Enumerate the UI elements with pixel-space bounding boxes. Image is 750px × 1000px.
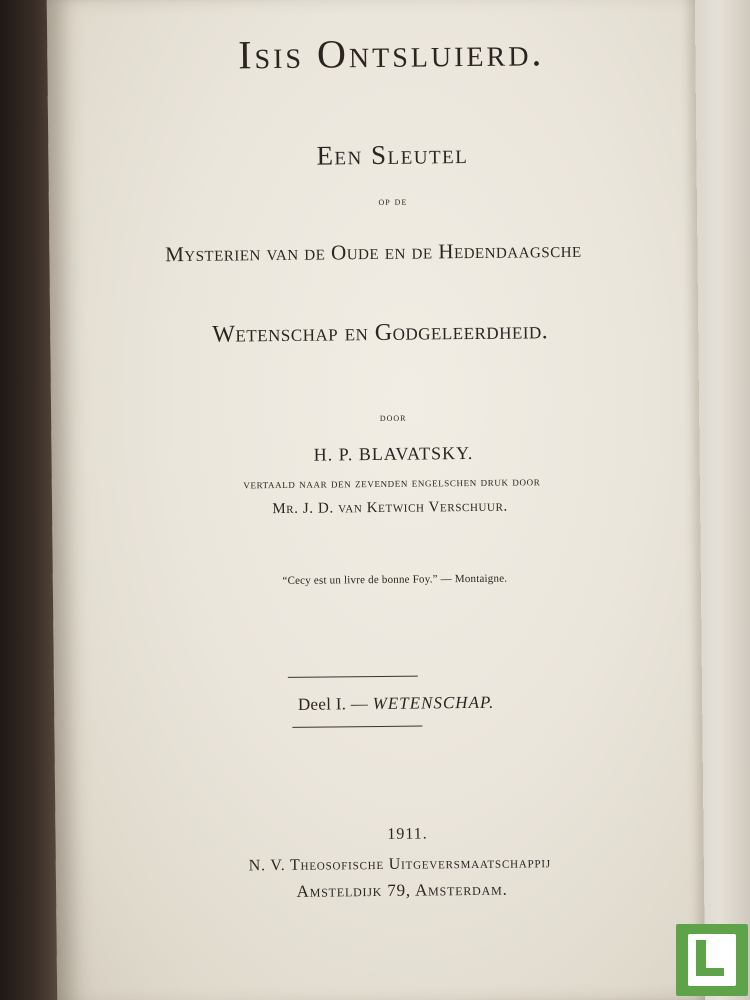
epigraph: “Cecy est un livre de bonne Foy.” — Montaigne. (282, 572, 508, 587)
divider-top (288, 676, 418, 678)
connector-text: op de (378, 193, 408, 208)
divider-bottom (292, 726, 422, 728)
author-name: H. P. BLAVATSKY. (313, 442, 474, 465)
publisher-address: Amsteldijk 79, Amsterdam. (296, 879, 508, 901)
book-subtitle: Een Sleutel (316, 139, 469, 171)
lastdodo-logo-icon (676, 924, 748, 996)
science-line: Wetenschap en Godgeleerdheid. (212, 318, 549, 348)
translation-note: vertaald naar den zevenden engelschen druk door (243, 473, 541, 492)
by-text: door (379, 409, 407, 424)
mysteries-line: Mysterien van de Oude en de Hedendaagsche (165, 237, 582, 267)
part-label: Deel I. — (297, 694, 369, 714)
part-heading (72, 690, 720, 717)
translator-name: Mr. J. D. van Ketwich Verschuur. (272, 498, 508, 518)
part-name: WETENSCHAP. (372, 692, 495, 714)
book-title: Isis Ontsluierd. (237, 29, 545, 78)
publication-year: 1911. (387, 825, 428, 843)
publisher-name: N. V. Theosofische Uitgeversmaatschappij (248, 854, 552, 875)
logo-letter-foot (696, 968, 724, 976)
title-page (47, 0, 706, 1000)
